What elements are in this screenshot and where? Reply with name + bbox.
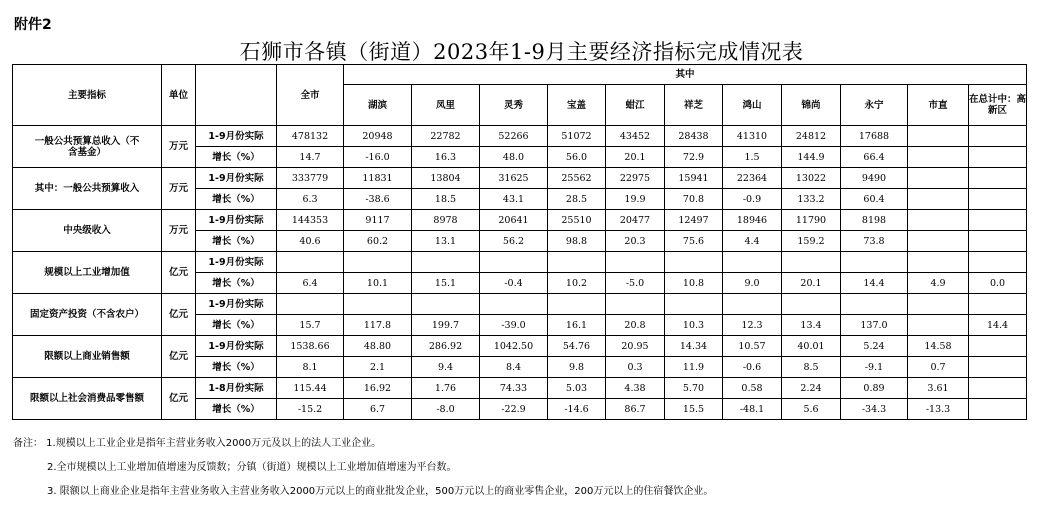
value-cell: 56.0 (548, 147, 606, 168)
value-cell (665, 252, 723, 273)
header-town: 凤里 (412, 85, 480, 126)
table-row (13, 378, 1027, 399)
value-cell (841, 294, 908, 315)
value-cell: 5.70 (665, 378, 723, 399)
value-cell (723, 252, 782, 273)
header-city-total: 全市 (277, 65, 344, 126)
value-cell (548, 252, 606, 273)
value-cell: -48.1 (723, 399, 782, 420)
value-cell: -0.9 (723, 189, 782, 210)
table-row (13, 294, 1027, 315)
indicator-unit: 亿元 (162, 294, 196, 336)
value-cell: 8198 (841, 210, 908, 231)
value-cell: 6.4 (277, 273, 344, 294)
value-cell: 133.2 (782, 189, 841, 210)
header-blank (196, 65, 277, 126)
value-cell: 24812 (782, 126, 841, 147)
value-cell: 11831 (344, 168, 412, 189)
value-cell: 115.44 (277, 378, 344, 399)
value-cell: 28.5 (548, 189, 606, 210)
note-2: 2.全市规模以上工业增加值增速为反馈数；分镇（街道）规模以上工业增加值增速为平台数。 (47, 462, 457, 473)
table-row (13, 126, 1027, 147)
value-cell: 73.8 (841, 231, 908, 252)
header-town: 灵秀 (480, 85, 548, 126)
row-label: 增长（%） (196, 357, 277, 378)
value-cell: 43.1 (480, 189, 548, 210)
value-cell: 15.5 (665, 399, 723, 420)
value-cell: 20.1 (606, 147, 665, 168)
value-cell: 28438 (665, 126, 723, 147)
header-town: 锦尚 (782, 85, 841, 126)
indicator-table (12, 64, 1027, 420)
value-cell (969, 147, 1027, 168)
value-cell: 478132 (277, 126, 344, 147)
value-cell: 5.6 (782, 399, 841, 420)
value-cell (782, 294, 841, 315)
indicator-unit: 万元 (162, 210, 196, 252)
indicator-name: 一般公共预算总收入（不含基金） (13, 126, 162, 168)
value-cell: 13804 (412, 168, 480, 189)
value-cell: 9.8 (548, 357, 606, 378)
row-label: 增长（%） (196, 231, 277, 252)
value-cell: 10.57 (723, 336, 782, 357)
value-cell: 41310 (723, 126, 782, 147)
value-cell: 25562 (548, 168, 606, 189)
value-cell: 72.9 (665, 147, 723, 168)
value-cell (969, 231, 1027, 252)
value-cell: 12.3 (723, 315, 782, 336)
value-cell: 15.7 (277, 315, 344, 336)
value-cell: -9.1 (841, 357, 908, 378)
indicator-unit: 亿元 (162, 336, 196, 378)
row-label: 1-9月份实际 (196, 294, 277, 315)
value-cell: 70.8 (665, 189, 723, 210)
value-cell (344, 294, 412, 315)
header-town: 湖滨 (344, 85, 412, 126)
value-cell: 144.9 (782, 147, 841, 168)
row-label: 增长（%） (196, 315, 277, 336)
header-town: 祥芝 (665, 85, 723, 126)
value-cell: 98.8 (548, 231, 606, 252)
value-cell: 75.6 (665, 231, 723, 252)
value-cell: 286.92 (412, 336, 480, 357)
value-cell: 20.3 (606, 231, 665, 252)
value-cell: -22.9 (480, 399, 548, 420)
value-cell: 8.5 (782, 357, 841, 378)
value-cell: 15.1 (412, 273, 480, 294)
header-unit: 单位 (162, 65, 196, 126)
indicator-name: 规模以上工业增加值 (13, 252, 162, 294)
value-cell: 20948 (344, 126, 412, 147)
value-cell: 52266 (480, 126, 548, 147)
value-cell: 18946 (723, 210, 782, 231)
value-cell (480, 294, 548, 315)
value-cell (969, 378, 1027, 399)
value-cell: 14.34 (665, 336, 723, 357)
header-town: 永宁 (841, 85, 908, 126)
value-cell: 13.4 (782, 315, 841, 336)
table-row (13, 252, 1027, 273)
header-indicator: 主要指标 (13, 65, 162, 126)
indicator-name: 其中：一般公共预算收入 (13, 168, 162, 210)
value-cell (841, 252, 908, 273)
value-cell (277, 294, 344, 315)
value-cell: -13.3 (908, 399, 969, 420)
value-cell: 13.1 (412, 231, 480, 252)
value-cell: 48.80 (344, 336, 412, 357)
value-cell: 5.03 (548, 378, 606, 399)
value-cell: 40.6 (277, 231, 344, 252)
value-cell (344, 252, 412, 273)
value-cell (665, 294, 723, 315)
value-cell: -14.6 (548, 399, 606, 420)
header-high-tech: 在总计中：高新区 (969, 85, 1027, 126)
attachment-label: 附件2 (14, 17, 52, 33)
value-cell: 144353 (277, 210, 344, 231)
value-cell: 4.4 (723, 231, 782, 252)
table-row (13, 168, 1027, 189)
value-cell: 12497 (665, 210, 723, 231)
value-cell: 60.4 (841, 189, 908, 210)
value-cell: 159.2 (782, 231, 841, 252)
row-label: 增长（%） (196, 147, 277, 168)
value-cell: 43452 (606, 126, 665, 147)
indicator-name: 固定资产投资（不含农户） (13, 294, 162, 336)
value-cell: 16.1 (548, 315, 606, 336)
value-cell (723, 294, 782, 315)
value-cell: 20.1 (782, 273, 841, 294)
indicator-unit: 亿元 (162, 378, 196, 420)
value-cell: 14.7 (277, 147, 344, 168)
value-cell: 333779 (277, 168, 344, 189)
row-label: 1-8月份实际 (196, 378, 277, 399)
value-cell (548, 294, 606, 315)
value-cell (908, 189, 969, 210)
value-cell (969, 210, 1027, 231)
value-cell: 199.7 (412, 315, 480, 336)
value-cell: 137.0 (841, 315, 908, 336)
value-cell: 1.76 (412, 378, 480, 399)
value-cell: 25510 (548, 210, 606, 231)
notes (13, 432, 713, 504)
value-cell: 16.3 (412, 147, 480, 168)
indicator-name: 限额以上社会消费品零售额 (13, 378, 162, 420)
value-cell: 3.61 (908, 378, 969, 399)
value-cell: 15941 (665, 168, 723, 189)
value-cell: 9117 (344, 210, 412, 231)
value-cell (969, 126, 1027, 147)
value-cell: -0.6 (723, 357, 782, 378)
indicator-name: 限额以上商业销售额 (13, 336, 162, 378)
note-1: 备注： 1.规模以上工业企业是指年主营业务收入2000万元及以上的法人工业企业。 (13, 438, 382, 449)
value-cell: 56.2 (480, 231, 548, 252)
value-cell (969, 336, 1027, 357)
value-cell: 2.24 (782, 378, 841, 399)
row-label: 增长（%） (196, 399, 277, 420)
value-cell (782, 252, 841, 273)
value-cell: 8.1 (277, 357, 344, 378)
row-label: 1-9月份实际 (196, 210, 277, 231)
value-cell (908, 210, 969, 231)
row-label: 1-9月份实际 (196, 168, 277, 189)
value-cell: 16.92 (344, 378, 412, 399)
value-cell: -16.0 (344, 147, 412, 168)
value-cell: 6.7 (344, 399, 412, 420)
value-cell: -38.6 (344, 189, 412, 210)
header-town: 市直 (908, 85, 969, 126)
indicator-unit: 万元 (162, 126, 196, 168)
value-cell: 48.0 (480, 147, 548, 168)
indicator-unit: 万元 (162, 168, 196, 210)
value-cell: 8.4 (480, 357, 548, 378)
value-cell: 54.76 (548, 336, 606, 357)
value-cell: 13022 (782, 168, 841, 189)
value-cell: 74.33 (480, 378, 548, 399)
value-cell: 1042.50 (480, 336, 548, 357)
value-cell (969, 357, 1027, 378)
value-cell: -39.0 (480, 315, 548, 336)
value-cell: 20641 (480, 210, 548, 231)
value-cell: 14.58 (908, 336, 969, 357)
value-cell: 40.01 (782, 336, 841, 357)
value-cell: 117.8 (344, 315, 412, 336)
value-cell: 20.8 (606, 315, 665, 336)
value-cell (969, 294, 1027, 315)
header-town: 宝盖 (548, 85, 606, 126)
value-cell: 20.95 (606, 336, 665, 357)
value-cell: 0.58 (723, 378, 782, 399)
value-cell: 19.9 (606, 189, 665, 210)
value-cell: 9.0 (723, 273, 782, 294)
value-cell: 14.4 (841, 273, 908, 294)
row-label: 1-9月份实际 (196, 126, 277, 147)
value-cell: 22782 (412, 126, 480, 147)
value-cell: -34.3 (841, 399, 908, 420)
value-cell (969, 168, 1027, 189)
value-cell: 5.24 (841, 336, 908, 357)
value-cell (908, 252, 969, 273)
value-cell (412, 252, 480, 273)
value-cell: 2.1 (344, 357, 412, 378)
row-label: 1-9月份实际 (196, 336, 277, 357)
value-cell (606, 294, 665, 315)
value-cell: 17688 (841, 126, 908, 147)
value-cell: -8.0 (412, 399, 480, 420)
value-cell: 10.8 (665, 273, 723, 294)
value-cell (908, 315, 969, 336)
value-cell: 1538.66 (277, 336, 344, 357)
header-row-1 (13, 65, 1027, 85)
indicator-unit: 亿元 (162, 252, 196, 294)
value-cell: 1.5 (723, 147, 782, 168)
page-title: 石狮市各镇（街道）2023年1-9月主要经济指标完成情况表 (239, 40, 804, 64)
value-cell: 22975 (606, 168, 665, 189)
value-cell: 8978 (412, 210, 480, 231)
value-cell: -5.0 (606, 273, 665, 294)
value-cell: 4.38 (606, 378, 665, 399)
value-cell: 10.2 (548, 273, 606, 294)
value-cell: 14.4 (969, 315, 1027, 336)
value-cell (969, 252, 1027, 273)
header-town: 鸿山 (723, 85, 782, 126)
value-cell (908, 147, 969, 168)
value-cell: 9490 (841, 168, 908, 189)
value-cell: -15.2 (277, 399, 344, 420)
row-label: 1-9月份实际 (196, 252, 277, 273)
value-cell (277, 252, 344, 273)
value-cell (908, 168, 969, 189)
value-cell: 11.9 (665, 357, 723, 378)
header-among: 其中 (344, 65, 1027, 85)
value-cell (969, 399, 1027, 420)
value-cell: 20477 (606, 210, 665, 231)
value-cell: 10.3 (665, 315, 723, 336)
value-cell: 11790 (782, 210, 841, 231)
row-label: 增长（%） (196, 273, 277, 294)
table-row (13, 336, 1027, 357)
row-label: 增长（%） (196, 189, 277, 210)
note-3: 3. 限额以上商业企业是指年主营业务收入主营业务收入2000万元以上的商业批发企业，500万元以上的商业零售企业，200万元以上的住宿餐饮企业。 (47, 486, 714, 497)
value-cell: 0.7 (908, 357, 969, 378)
value-cell: -0.4 (480, 273, 548, 294)
value-cell: 4.9 (908, 273, 969, 294)
value-cell (908, 294, 969, 315)
header-town: 蚶江 (606, 85, 665, 126)
value-cell: 0.89 (841, 378, 908, 399)
value-cell: 10.1 (344, 273, 412, 294)
value-cell: 18.5 (412, 189, 480, 210)
value-cell: 86.7 (606, 399, 665, 420)
value-cell: 6.3 (277, 189, 344, 210)
value-cell (480, 252, 548, 273)
value-cell: 22364 (723, 168, 782, 189)
value-cell: 0.3 (606, 357, 665, 378)
value-cell: 31625 (480, 168, 548, 189)
value-cell (412, 294, 480, 315)
value-cell: 9.4 (412, 357, 480, 378)
value-cell (908, 126, 969, 147)
value-cell: 66.4 (841, 147, 908, 168)
value-cell (908, 231, 969, 252)
table-row (13, 210, 1027, 231)
value-cell (606, 252, 665, 273)
value-cell: 51072 (548, 126, 606, 147)
value-cell (969, 189, 1027, 210)
value-cell: 60.2 (344, 231, 412, 252)
value-cell: 0.0 (969, 273, 1027, 294)
indicator-name: 中央级收入 (13, 210, 162, 252)
